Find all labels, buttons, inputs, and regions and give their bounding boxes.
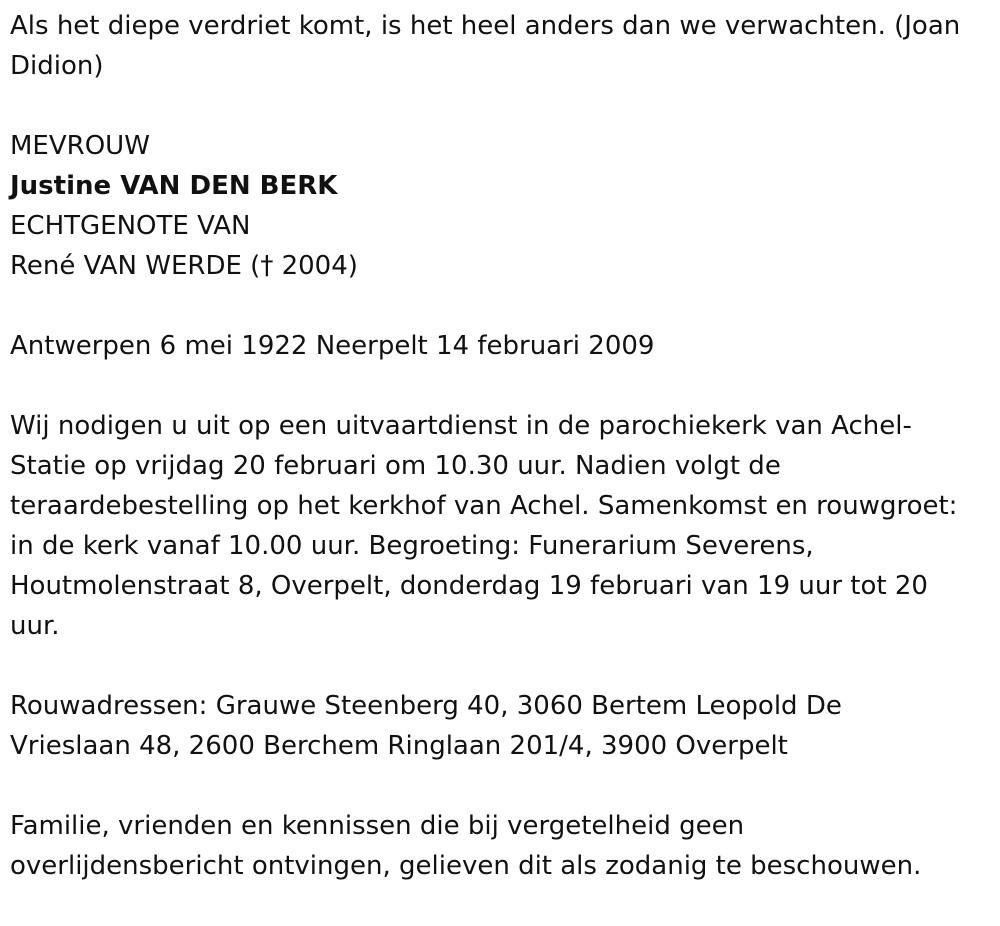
- invitation-line: Statie op vrijdag 20 februari om 10.30 uur. Nadien volgt de: [10, 451, 781, 481]
- invitation-paragraph: [10, 406, 990, 646]
- deceased-block: [10, 126, 990, 286]
- closing-paragraph: [10, 806, 990, 886]
- spacer: [10, 366, 990, 406]
- spacer: [10, 646, 990, 686]
- quote-paragraph: [10, 6, 990, 86]
- spacer: [10, 766, 990, 806]
- closing-line: overlijdensbericht ontvingen, gelieven dit als zodanig te beschouwen.: [10, 851, 922, 881]
- addresses-paragraph: [10, 686, 990, 766]
- invitation-line: uur.: [10, 611, 60, 641]
- spouse-name: René VAN WERDE († 2004): [10, 251, 358, 281]
- closing-line: Familie, vrienden en kennissen die bij vergetelheid geen: [10, 811, 745, 841]
- quote-line: Als het diepe verdriet komt, is het heel anders dan we verwachten. (Joan: [10, 11, 961, 41]
- deceased-name: Justine VAN DEN BERK: [10, 171, 338, 201]
- spacer: [10, 86, 990, 126]
- address-line: Vrieslaan 48, 2600 Berchem Ringlaan 201/4, 3900 Overpelt: [10, 731, 788, 761]
- invitation-line: in de kerk vanaf 10.00 uur. Begroeting: Funerarium Severens,: [10, 531, 814, 561]
- quote-line: Didion): [10, 51, 104, 81]
- dates-paragraph: [10, 326, 990, 366]
- deceased-relation: ECHTGENOTE VAN: [10, 211, 251, 241]
- spacer: [10, 286, 990, 326]
- invitation-line: Houtmolenstraat 8, Overpelt, donderdag 19 februari van 19 uur tot 20: [10, 571, 928, 601]
- deceased-title: MEVROUW: [10, 131, 150, 161]
- invitation-line: Wij nodigen u uit op een uitvaartdienst in de parochiekerk van Achel-: [10, 411, 912, 441]
- invitation-line: teraardebestelling op het kerkhof van Achel. Samenkomst en rouwgroet:: [10, 491, 958, 521]
- address-line: Rouwadressen: Grauwe Steenberg 40, 3060 Bertem Leopold De: [10, 691, 842, 721]
- birth-death-dates: Antwerpen 6 mei 1922 Neerpelt 14 februari 2009: [10, 331, 655, 361]
